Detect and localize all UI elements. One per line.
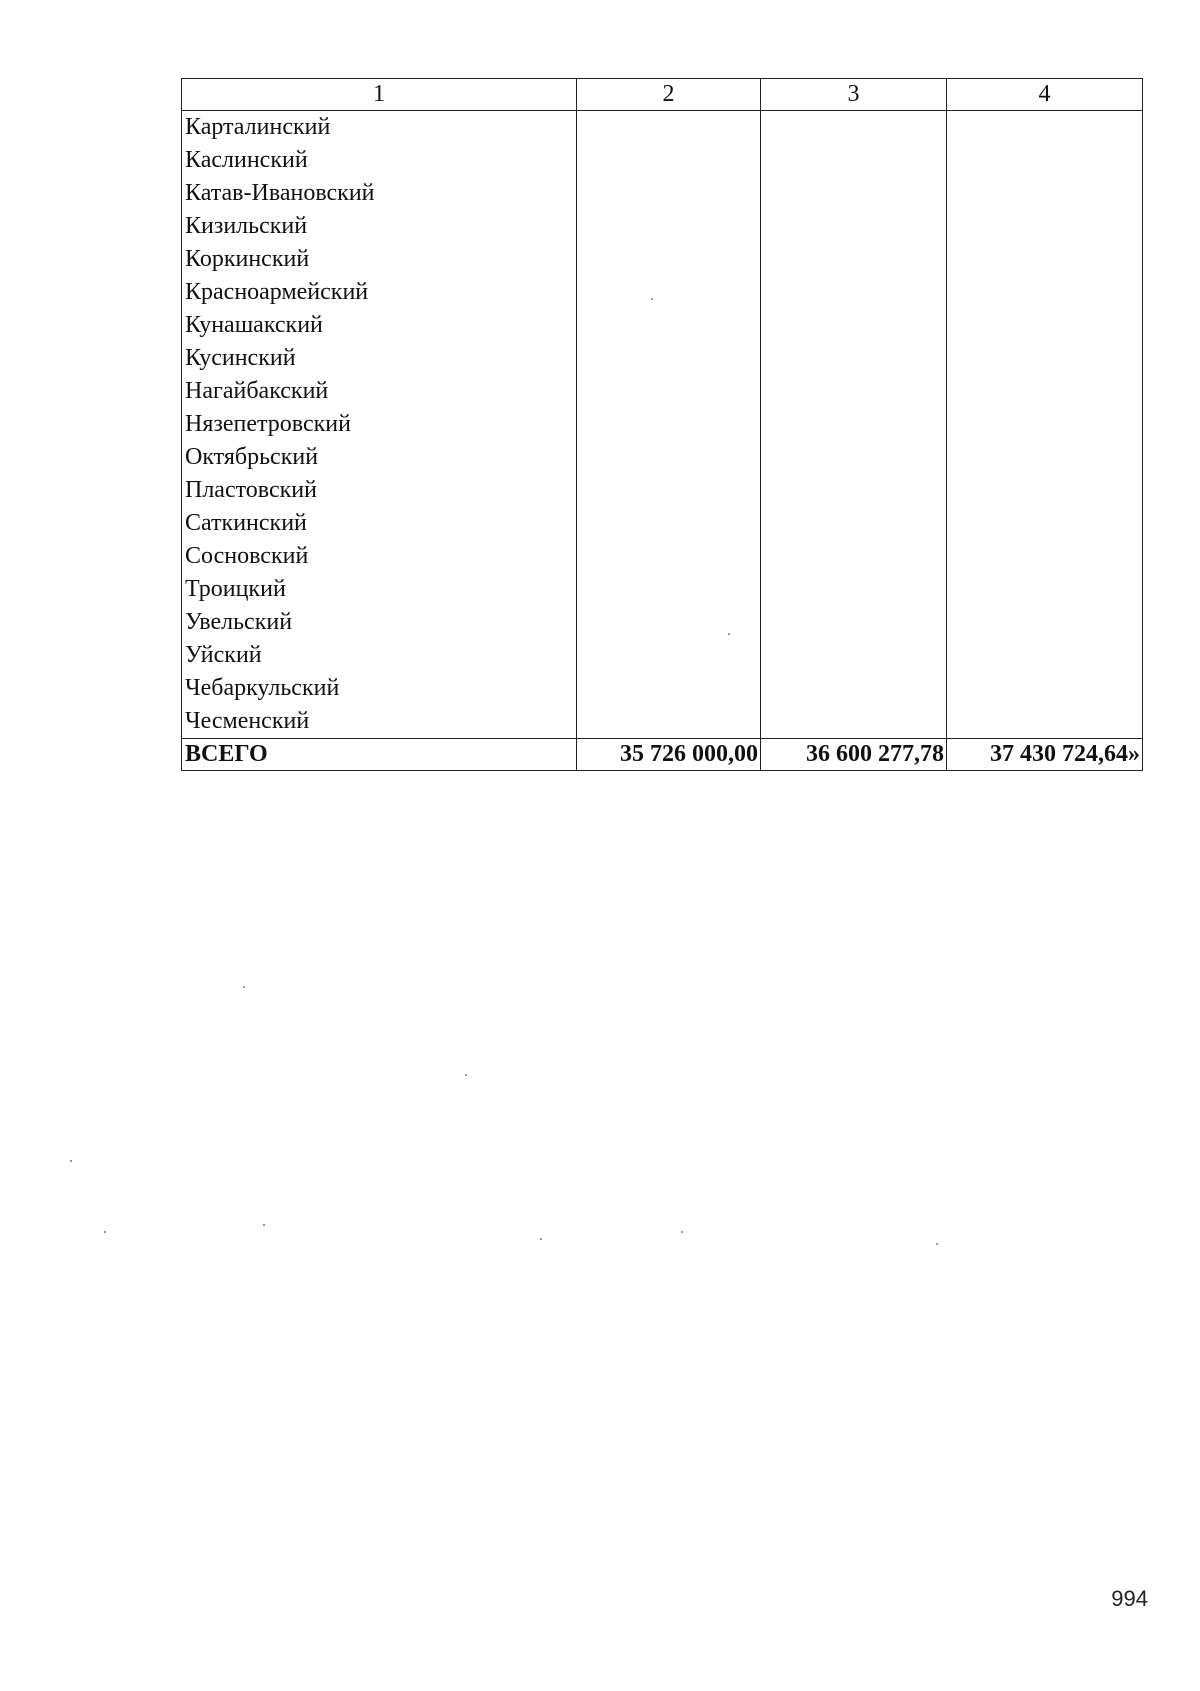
table-row bbox=[182, 474, 1143, 507]
district-name: Нязепетровский bbox=[182, 408, 577, 441]
district-name: Нагайбакский bbox=[182, 375, 577, 408]
header-cell-3: 3 bbox=[761, 79, 947, 111]
district-name: Сосновский bbox=[182, 540, 577, 573]
data-table bbox=[181, 78, 1143, 771]
district-name: Чесменский bbox=[182, 705, 577, 739]
district-name: Октябрьский bbox=[182, 441, 577, 474]
district-name: Кизильский bbox=[182, 210, 577, 243]
table-row bbox=[182, 144, 1143, 177]
table-row bbox=[182, 639, 1143, 672]
table-row bbox=[182, 111, 1143, 145]
total-col-4: 37 430 724,64» bbox=[947, 739, 1143, 771]
header-row bbox=[182, 79, 1143, 111]
page-number: 994 bbox=[1111, 1586, 1148, 1611]
table-row bbox=[182, 507, 1143, 540]
district-name: Пластовский bbox=[182, 474, 577, 507]
header-cell-2: 2 bbox=[577, 79, 761, 111]
scan-speck bbox=[243, 986, 245, 988]
scan-speck bbox=[681, 1231, 683, 1233]
total-label: ВСЕГО bbox=[182, 739, 577, 771]
district-name: Катав-Ивановский bbox=[182, 177, 577, 210]
table-row bbox=[182, 243, 1143, 276]
scan-speck bbox=[651, 298, 653, 300]
district-name: Троицкий bbox=[182, 573, 577, 606]
table-row bbox=[182, 573, 1143, 606]
district-name: Карталинский bbox=[182, 111, 577, 145]
table-row bbox=[182, 705, 1143, 739]
district-name: Кунашакский bbox=[182, 309, 577, 342]
scan-speck bbox=[936, 1243, 938, 1245]
table-row bbox=[182, 342, 1143, 375]
table-row bbox=[182, 408, 1143, 441]
district-name: Красноармейский bbox=[182, 276, 577, 309]
scan-speck bbox=[70, 1160, 72, 1162]
scan-speck bbox=[465, 1074, 467, 1076]
district-name: Чебаркульский bbox=[182, 672, 577, 705]
scan-speck bbox=[263, 1224, 265, 1226]
district-name: Саткинский bbox=[182, 507, 577, 540]
header-cell-4: 4 bbox=[947, 79, 1143, 111]
total-row bbox=[182, 739, 1143, 771]
district-name: Каслинский bbox=[182, 144, 577, 177]
total-col-2: 35 726 000,00 bbox=[577, 739, 761, 771]
scan-speck bbox=[540, 1238, 542, 1240]
district-name: Кусинский bbox=[182, 342, 577, 375]
table-row bbox=[182, 672, 1143, 705]
table-row bbox=[182, 441, 1143, 474]
table-row bbox=[182, 309, 1143, 342]
table-row bbox=[182, 606, 1143, 639]
district-name: Увельский bbox=[182, 606, 577, 639]
district-name: Коркинский bbox=[182, 243, 577, 276]
table-row bbox=[182, 210, 1143, 243]
scan-speck bbox=[728, 633, 730, 635]
district-name: Уйский bbox=[182, 639, 577, 672]
scan-speck bbox=[104, 1231, 106, 1233]
total-col-3: 36 600 277,78 bbox=[761, 739, 947, 771]
table-row bbox=[182, 540, 1143, 573]
header-cell-1: 1 bbox=[182, 79, 577, 111]
table-row bbox=[182, 375, 1143, 408]
table-row bbox=[182, 177, 1143, 210]
table-row bbox=[182, 276, 1143, 309]
